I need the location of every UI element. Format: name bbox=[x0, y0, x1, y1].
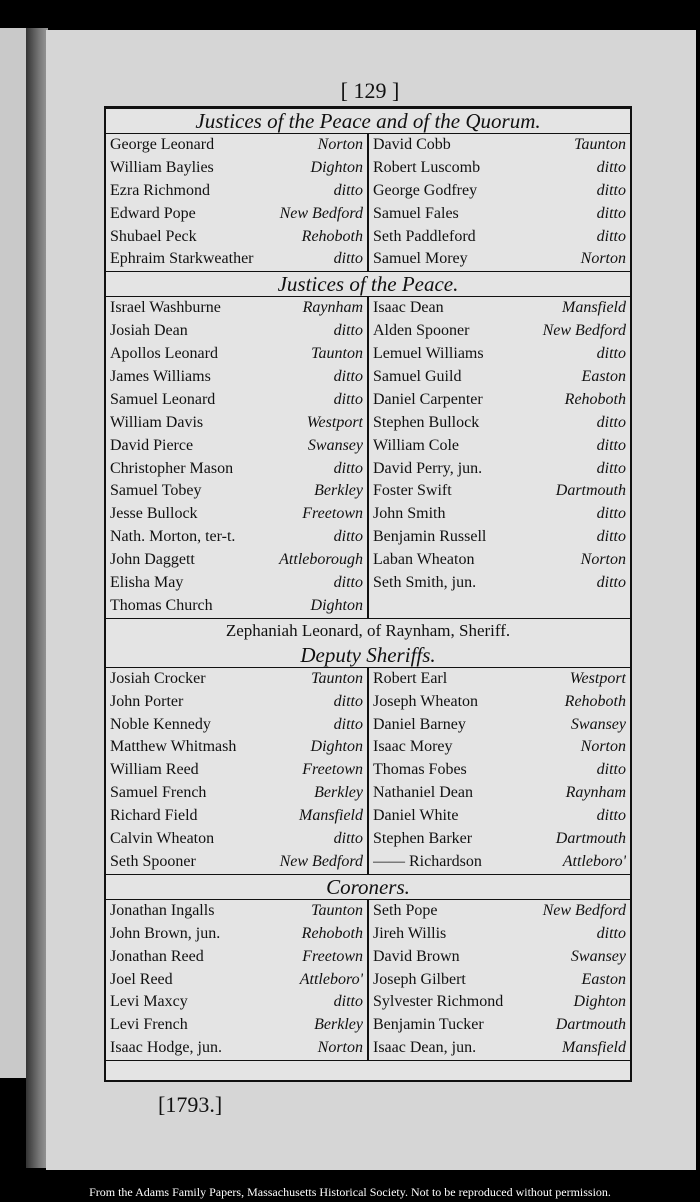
list-item bbox=[110, 668, 363, 691]
list-item bbox=[110, 805, 363, 828]
town-name: ditto bbox=[596, 345, 626, 363]
person-name: Seth Pope bbox=[373, 901, 438, 919]
quorum-right-column bbox=[369, 134, 630, 271]
person-name: Isaac Dean bbox=[373, 299, 444, 317]
person-name: James Williams bbox=[110, 368, 211, 386]
person-name: Noble Kennedy bbox=[110, 715, 211, 733]
person-name: Alden Spooner bbox=[373, 322, 470, 340]
town-name: Raynham bbox=[565, 784, 626, 802]
sheriff-line: Zephaniah Leonard, of Raynham, Sheriff. bbox=[225, 620, 511, 640]
person-name: John Brown, jun. bbox=[110, 924, 221, 942]
person-name: —— Richardson bbox=[373, 852, 482, 870]
person-name: Jesse Bullock bbox=[110, 505, 198, 523]
list-item bbox=[373, 503, 626, 526]
list-item bbox=[373, 923, 626, 946]
list-item bbox=[110, 782, 363, 805]
town-name: Westport bbox=[569, 669, 626, 687]
person-name: Jireh Willis bbox=[373, 924, 447, 942]
town-name: ditto bbox=[596, 413, 626, 431]
person-name: William Davis bbox=[110, 413, 204, 431]
town-name: Rehoboth bbox=[564, 692, 626, 710]
person-name: Samuel Leonard bbox=[110, 390, 216, 408]
list-item bbox=[110, 226, 363, 249]
list-item bbox=[110, 828, 363, 851]
town-name: ditto bbox=[333, 715, 363, 733]
person-name: Nathaniel Dean bbox=[373, 784, 473, 802]
town-name: Attleborough bbox=[279, 551, 363, 569]
list-item bbox=[110, 923, 363, 946]
town-name: Freetown bbox=[302, 761, 363, 779]
town-name: ditto bbox=[333, 390, 363, 408]
justices-title: Justices of the Peace. bbox=[277, 272, 459, 297]
book-gutter bbox=[26, 28, 48, 1168]
person-name: Edward Pope bbox=[110, 204, 196, 222]
list-item bbox=[110, 946, 363, 969]
list-item bbox=[110, 389, 363, 412]
list-item bbox=[110, 480, 363, 503]
town-name: ditto bbox=[333, 250, 363, 268]
list-item bbox=[373, 366, 626, 389]
person-name: William Reed bbox=[110, 761, 199, 779]
person-name: Joel Reed bbox=[110, 970, 173, 988]
town-name: ditto bbox=[596, 204, 626, 222]
town-name: New Bedford bbox=[542, 322, 626, 340]
person-name: Isaac Hodge, jun. bbox=[110, 1039, 222, 1057]
person-name: David Perry, jun. bbox=[373, 459, 483, 477]
town-name: Attleboro' bbox=[299, 970, 363, 988]
person-name: Isaac Dean, jun. bbox=[373, 1039, 477, 1057]
deputies-left-column bbox=[106, 668, 369, 874]
town-name: ditto bbox=[333, 368, 363, 386]
list-item bbox=[110, 458, 363, 481]
town-name: ditto bbox=[333, 993, 363, 1011]
person-name: Daniel Barney bbox=[373, 715, 466, 733]
person-name: Ezra Richmond bbox=[110, 181, 210, 199]
register-frame bbox=[104, 106, 632, 1082]
list-item bbox=[373, 320, 626, 343]
list-item bbox=[110, 1037, 363, 1060]
town-name: Mansfield bbox=[299, 807, 363, 825]
person-name: Daniel Carpenter bbox=[373, 390, 483, 408]
list-item bbox=[373, 1037, 626, 1060]
list-item bbox=[110, 203, 363, 226]
town-name: Norton bbox=[580, 551, 626, 569]
list-item bbox=[373, 435, 626, 458]
person-name: Josiah Dean bbox=[110, 322, 188, 340]
person-name: Christopher Mason bbox=[110, 459, 234, 477]
list-item bbox=[110, 435, 363, 458]
person-name: George Leonard bbox=[110, 136, 215, 153]
person-name: Lemuel Williams bbox=[373, 345, 484, 363]
list-item bbox=[110, 759, 363, 782]
list-item bbox=[373, 203, 626, 226]
coroners-list bbox=[106, 899, 630, 1061]
person-name: Jonathan Reed bbox=[110, 947, 204, 965]
person-name: Joseph Gilbert bbox=[373, 970, 466, 988]
town-name: Dighton bbox=[310, 596, 363, 614]
list-item bbox=[373, 736, 626, 759]
town-name: ditto bbox=[333, 692, 363, 710]
list-item bbox=[373, 549, 626, 572]
town-name: ditto bbox=[333, 528, 363, 546]
town-name: New Bedford bbox=[542, 901, 626, 919]
list-item bbox=[373, 389, 626, 412]
town-name: Easton bbox=[581, 970, 626, 988]
page-number: [ 129 ] bbox=[340, 78, 400, 103]
town-name: New Bedford bbox=[279, 852, 363, 870]
person-name: Seth Smith, jun. bbox=[373, 574, 477, 592]
town-name: Westport bbox=[306, 413, 363, 431]
town-name: Berkley bbox=[314, 1016, 363, 1034]
person-name: Joseph Wheaton bbox=[373, 692, 479, 710]
town-name: ditto bbox=[333, 830, 363, 848]
person-name: Matthew Whitmash bbox=[110, 738, 237, 756]
list-item bbox=[110, 134, 363, 157]
town-name: Swansey bbox=[570, 715, 626, 733]
person-name: Benjamin Tucker bbox=[373, 1016, 484, 1034]
list-item bbox=[110, 1014, 363, 1037]
justices-right-column bbox=[369, 297, 630, 617]
person-name: Levi Maxcy bbox=[110, 993, 188, 1011]
list-item bbox=[373, 946, 626, 969]
list-item bbox=[110, 595, 363, 618]
list-item bbox=[373, 248, 626, 271]
person-name: Levi French bbox=[110, 1016, 188, 1034]
list-item bbox=[110, 412, 363, 435]
person-name: Stephen Barker bbox=[373, 830, 473, 848]
list-item bbox=[373, 900, 626, 923]
town-name: Norton bbox=[580, 250, 626, 268]
list-item bbox=[110, 991, 363, 1014]
person-name: Josiah Crocker bbox=[110, 669, 206, 687]
list-item bbox=[373, 526, 626, 549]
list-item bbox=[110, 180, 363, 203]
list-item bbox=[373, 572, 626, 595]
town-name: New Bedford bbox=[279, 204, 363, 222]
justices-left-column bbox=[106, 297, 369, 617]
town-name: Dartmouth bbox=[555, 482, 626, 500]
town-name: Freetown bbox=[302, 505, 363, 523]
person-name: Samuel Fales bbox=[373, 204, 459, 222]
list-item bbox=[373, 595, 626, 618]
town-name: Easton bbox=[581, 368, 626, 386]
list-item bbox=[373, 226, 626, 249]
person-name: Foster Swift bbox=[373, 482, 452, 500]
person-name: Nath. Morton, ter-t. bbox=[110, 528, 236, 546]
person-name: Stephen Bullock bbox=[373, 413, 480, 431]
person-name: David Brown bbox=[373, 947, 460, 965]
person-name: Samuel Morey bbox=[373, 250, 468, 268]
person-name: Jonathan Ingalls bbox=[110, 901, 215, 919]
quorum-list bbox=[106, 133, 630, 272]
quorum-title: Justices of the Peace and of the Quorum. bbox=[195, 109, 541, 133]
person-name: Apollos Leonard bbox=[110, 345, 218, 363]
list-item bbox=[110, 248, 363, 271]
quorum-left-column bbox=[106, 134, 369, 271]
deputies-title: Deputy Sheriffs. bbox=[300, 642, 436, 667]
list-item bbox=[110, 366, 363, 389]
town-name: ditto bbox=[596, 574, 626, 592]
list-item bbox=[373, 180, 626, 203]
list-item bbox=[373, 759, 626, 782]
list-item bbox=[110, 549, 363, 572]
person-name: Robert Earl bbox=[373, 669, 448, 687]
town-name: Rehoboth bbox=[564, 390, 626, 408]
town-name: Taunton bbox=[311, 901, 363, 919]
person-name: Shubael Peck bbox=[110, 227, 197, 245]
town-name: Taunton bbox=[574, 136, 626, 153]
list-item bbox=[373, 343, 626, 366]
town-name: Dighton bbox=[310, 738, 363, 756]
person-name: Thomas Fobes bbox=[373, 761, 467, 779]
person-name: David Cobb bbox=[373, 136, 451, 153]
deputies-right-column bbox=[369, 668, 630, 874]
list-item bbox=[110, 851, 363, 874]
town-name: Taunton bbox=[311, 345, 363, 363]
list-item bbox=[110, 572, 363, 595]
town-name: ditto bbox=[596, 924, 626, 942]
person-name: Isaac Morey bbox=[373, 738, 453, 756]
town-name: Dartmouth bbox=[555, 1016, 626, 1034]
person-name: John Porter bbox=[110, 692, 184, 710]
list-item bbox=[373, 805, 626, 828]
coroners-right-column bbox=[369, 900, 630, 1060]
list-item bbox=[373, 714, 626, 737]
person-name: Sylvester Richmond bbox=[373, 993, 504, 1011]
town-name: Taunton bbox=[311, 669, 363, 687]
person-name: William Baylies bbox=[110, 158, 214, 176]
person-name: Calvin Wheaton bbox=[110, 830, 215, 848]
archive-caption: From the Adams Family Papers, Massachusetts Historical Society. Not to be reproduced without permission. bbox=[89, 1185, 611, 1199]
town-name: Dighton bbox=[310, 158, 363, 176]
town-name: ditto bbox=[333, 459, 363, 477]
list-item bbox=[110, 343, 363, 366]
coroners-title: Coroners. bbox=[326, 874, 410, 899]
town-name: Mansfield bbox=[562, 1039, 626, 1057]
deputies-list bbox=[106, 667, 630, 875]
town-name: ditto bbox=[596, 227, 626, 245]
list-item bbox=[373, 782, 626, 805]
person-name: David Pierce bbox=[110, 436, 194, 454]
list-item bbox=[110, 714, 363, 737]
town-name: Swansey bbox=[570, 947, 626, 965]
person-name: Ephraim Starkweather bbox=[110, 250, 254, 268]
person-name: Laban Wheaton bbox=[373, 551, 475, 569]
person-name: Richard Field bbox=[110, 807, 198, 825]
person-name: Daniel White bbox=[373, 807, 459, 825]
person-name: Elisha May bbox=[110, 574, 184, 592]
town-name: Attleboro' bbox=[562, 852, 626, 870]
person-name: Samuel French bbox=[110, 784, 207, 802]
town-name: ditto bbox=[596, 505, 626, 523]
town-name: Freetown bbox=[302, 947, 363, 965]
facing-page-edge bbox=[0, 28, 28, 1078]
person-name: William Cole bbox=[373, 436, 460, 454]
list-item bbox=[110, 157, 363, 180]
town-name: Dartmouth bbox=[555, 830, 626, 848]
list-item bbox=[110, 526, 363, 549]
list-item bbox=[373, 458, 626, 481]
town-name: Norton bbox=[580, 738, 626, 756]
town-name: ditto bbox=[596, 459, 626, 477]
town-name: Rehoboth bbox=[301, 924, 363, 942]
list-item bbox=[373, 134, 626, 157]
town-name: Mansfield bbox=[562, 299, 626, 317]
coroners-left-column bbox=[106, 900, 369, 1060]
list-item bbox=[373, 828, 626, 851]
list-item bbox=[373, 480, 626, 503]
person-name: Robert Luscomb bbox=[373, 158, 481, 176]
person-name: Seth Spooner bbox=[110, 852, 196, 870]
justices-list bbox=[106, 296, 630, 618]
town-name: ditto bbox=[596, 761, 626, 779]
town-name: ditto bbox=[333, 322, 363, 340]
list-item bbox=[373, 991, 626, 1014]
list-item bbox=[373, 1014, 626, 1037]
list-item bbox=[110, 691, 363, 714]
person-name: John Smith bbox=[373, 505, 446, 523]
town-name: Norton bbox=[317, 1039, 363, 1057]
list-item bbox=[110, 297, 363, 320]
person-name: Seth Paddleford bbox=[373, 227, 476, 245]
person-name: Samuel Guild bbox=[373, 368, 462, 386]
town-name: ditto bbox=[596, 807, 626, 825]
person-name: John Daggett bbox=[110, 551, 195, 569]
person-name: Benjamin Russell bbox=[373, 528, 487, 546]
town-name: ditto bbox=[333, 574, 363, 592]
list-item bbox=[110, 969, 363, 992]
town-name: ditto bbox=[596, 181, 626, 199]
list-item bbox=[110, 736, 363, 759]
town-name: Rehoboth bbox=[301, 227, 363, 245]
town-name: Swansey bbox=[307, 436, 363, 454]
list-item bbox=[373, 691, 626, 714]
town-name: Dighton bbox=[573, 993, 626, 1011]
town-name: Raynham bbox=[302, 299, 363, 317]
person-name: Samuel Tobey bbox=[110, 482, 202, 500]
list-item bbox=[110, 503, 363, 526]
person-name: Israel Washburne bbox=[110, 299, 221, 317]
list-item bbox=[110, 900, 363, 923]
list-item bbox=[373, 668, 626, 691]
person-name: George Godfrey bbox=[373, 181, 478, 199]
town-name: ditto bbox=[596, 158, 626, 176]
list-item bbox=[373, 412, 626, 435]
person-name: Thomas Church bbox=[110, 596, 213, 614]
town-name: ditto bbox=[596, 436, 626, 454]
town-name: Berkley bbox=[314, 482, 363, 500]
town-name: Norton bbox=[317, 136, 363, 153]
list-item bbox=[110, 320, 363, 343]
town-name: ditto bbox=[333, 181, 363, 199]
list-item bbox=[373, 969, 626, 992]
town-name: Berkley bbox=[314, 784, 363, 802]
town-name: ditto bbox=[596, 528, 626, 546]
year-footer: [1793.] bbox=[158, 1092, 223, 1117]
list-item bbox=[373, 157, 626, 180]
list-item bbox=[373, 851, 626, 874]
list-item bbox=[373, 297, 626, 320]
